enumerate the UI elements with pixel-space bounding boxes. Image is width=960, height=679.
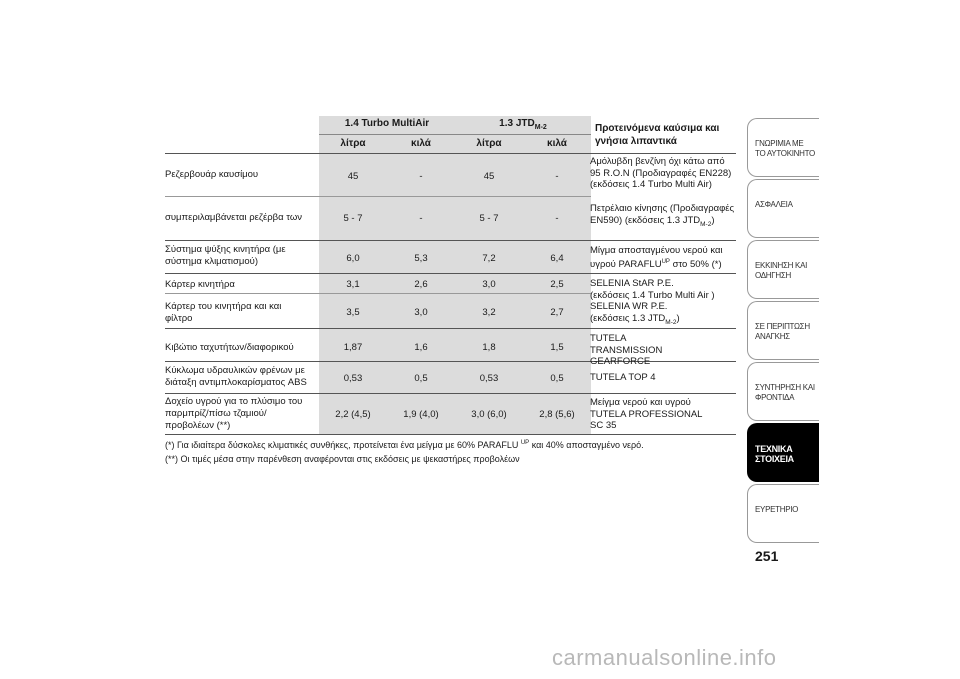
cell-value: 1,5 — [550, 342, 564, 353]
watermark: carmanualsonline.info — [552, 645, 777, 670]
row-divider — [165, 293, 591, 294]
engine2-subscript: M-2 — [534, 124, 547, 131]
cell-value: 5,3 — [414, 253, 428, 264]
row-label: Κύκλωμα υδραυλικών φρένων με διάταξη αντιμπλοκαρίσματος ABS — [165, 365, 307, 388]
row-divider — [165, 196, 591, 197]
cell-value: 3,0 — [482, 279, 496, 290]
row-label: συμπεριλαμβάνεται ρεζέρβα των — [165, 212, 303, 223]
engine2-label: 1.3 JTD — [499, 118, 535, 129]
unit-liters-1: λίτρα — [319, 138, 387, 152]
row-label: Κάρτερ κινητήρα — [165, 279, 235, 290]
cell-value: 3,0 — [414, 307, 428, 318]
cell-value: 5 - 7 — [479, 213, 499, 224]
coolant-text-end: στο 50% (*) — [669, 258, 722, 270]
cell-value: 2,2 (4,5) — [335, 409, 371, 420]
tab-technical-data[interactable]: ΤΕΧΝΙΚΑ ΣΤΟΙΧΕΙΑ — [747, 423, 819, 482]
header-divider — [319, 134, 591, 135]
cell-value: 1,87 — [343, 342, 363, 353]
cell-value: 2,6 — [414, 279, 428, 290]
cell-value: 45 — [483, 171, 495, 182]
recommend-fuel: Αμόλυβδη βενζίνη όχι κάτω από 95 R.O.N (Προδιαγραφές EN228) (εκδόσεις 1.4 Turbo Multi Air) — [590, 156, 732, 190]
row-divider — [165, 393, 736, 394]
footnote-1 — [165, 438, 644, 451]
cell-value: 45 — [347, 171, 359, 182]
oil1: SELENIA StAR P.E. — [590, 278, 674, 289]
coolant-superscript: UP — [661, 258, 670, 265]
table-bottom-line — [165, 434, 736, 435]
cell-value: 6,0 — [346, 253, 360, 264]
cell-value: - — [555, 213, 559, 224]
oil2-subscript: M-2 — [665, 318, 677, 326]
row-label: Σύστημα ψύξης κινητήρα (με σύστημα κλιματισμού) — [165, 244, 286, 267]
cell-value: 3,0 (6,0) — [471, 409, 507, 420]
cell-value: 0,53 — [343, 373, 363, 384]
diesel-subscript: M-2 — [700, 220, 712, 228]
oil1-versions: (εκδόσεις 1.4 Turbo Multi Air ) — [590, 289, 715, 301]
cell-value: 6,4 — [550, 253, 564, 264]
engine1-header: 1.4 Turbo MultiAir — [319, 118, 455, 132]
cell-value: 7,2 — [482, 253, 496, 264]
cell-value: 5 - 7 — [343, 213, 363, 224]
recommend-gear: TUTELA TRANSMISSION GEARFORCE — [590, 333, 663, 367]
unit-kg-1: κιλά — [387, 138, 455, 152]
cell-value: 3,5 — [346, 307, 360, 318]
oil2-versions — [590, 313, 736, 328]
footnote-1-end: και 40% αποσταγμένο νερό. — [529, 440, 644, 450]
cell-value: - — [555, 171, 559, 182]
row-divider — [165, 328, 736, 329]
engine2-header — [455, 118, 591, 132]
cell-value: 3,1 — [346, 279, 360, 290]
recommended-header: Προτεινόμενα καύσιμα και γνήσια λιπαντικά — [595, 123, 720, 147]
row-label: Κάρτερ του κινητήρα και και φίλτρο — [165, 301, 282, 324]
tab-starting-driving[interactable]: ΕΚΚΙΝΗΣΗ ΚΑΙ ΟΔΗΓΗΣΗ — [747, 240, 819, 299]
recommend-brake: TUTELA TOP 4 — [590, 372, 656, 383]
row-label: Δοχείο υγρού για το πλύσιμο του παρμπρίζ/πίσω τζαμιού/ προβολέων (**) — [165, 396, 303, 431]
unit-kg-2: κιλά — [523, 138, 591, 152]
row-divider — [165, 273, 736, 274]
page-number: 251 — [755, 548, 779, 564]
diesel-text: Πετρέλαιο κίνησης (Προδιαγραφές EN590) (εκδόσεις 1.3 JTD — [590, 203, 735, 226]
tab-emergency[interactable]: ΣΕ ΠΕΡΙΠΤΩΣΗ ΑΝΑΓΚΗΣ — [747, 301, 819, 360]
footnote-1-superscript: UP — [520, 440, 530, 446]
cell-value: 1,9 (4,0) — [403, 409, 439, 420]
cell-value: 0,53 — [479, 373, 499, 384]
cell-value: 0,5 — [550, 373, 564, 384]
coolant-text: Μίγμα αποσταγμένου νερού και υγρού PARAFLU — [590, 245, 723, 270]
oil2-text: (εκδόσεις 1.3 JTD — [590, 312, 666, 324]
values-column-background — [319, 116, 591, 434]
footnote-1-text: (*) Για ιδιαίτερα δύσκολες κλιματικές συνθήκες, προτείνεται ένα μείγμα με 60% PARAFLU — [165, 440, 521, 450]
cell-value: 2,7 — [550, 307, 564, 318]
row-label: Ρεζερβουάρ καυσίμου — [165, 169, 259, 180]
row-divider — [165, 240, 736, 241]
diesel-end: ) — [711, 214, 715, 226]
unit-liters-2: λίτρα — [455, 138, 523, 152]
cell-value: 1,6 — [414, 342, 428, 353]
header-bottom-line — [165, 153, 736, 154]
cell-value: - — [419, 171, 423, 182]
tab-getting-to-know[interactable]: ΓΝΩΡΙΜΙΑ ΜΕ ΤΟ ΑΥΤΟΚΙΝΗΤΟ — [747, 118, 819, 177]
tab-safety[interactable]: ΑΣΦΑΛΕΙΑ — [747, 179, 819, 238]
tab-maintenance[interactable]: ΣΥΝΤΗΡΗΣΗ ΚΑΙ ΦΡΟΝΤΙΔΑ — [747, 362, 819, 421]
cell-value: 2,5 — [550, 279, 564, 290]
recommend-diesel — [590, 203, 736, 230]
footnote-2: (**) Οι τιμές μέσα στην παρένθεση αναφέρονται στις εκδόσεις με ψεκαστήρες προβολέων — [165, 454, 520, 464]
cell-value: 0,5 — [414, 373, 428, 384]
cell-value: 1,8 — [482, 342, 496, 353]
row-label: Κιβώτιο ταχυτήτων/διαφορικού — [165, 342, 294, 353]
recommend-coolant — [590, 245, 736, 270]
cell-value: - — [419, 213, 423, 224]
recommend-engine-oil — [590, 278, 736, 328]
cell-value: 3,2 — [482, 307, 496, 318]
tab-index[interactable]: ΕΥΡΕΤΗΡΙΟ — [747, 484, 819, 543]
cell-value: 2,8 (5,6) — [539, 409, 575, 420]
recommend-washer: Μείγμα νερού και υγρού TUTELA PROFESSIONAL SC 35 — [590, 397, 703, 431]
oil2: SELENIA WR P.E. — [590, 301, 668, 312]
oil2-end: ) — [676, 312, 680, 324]
